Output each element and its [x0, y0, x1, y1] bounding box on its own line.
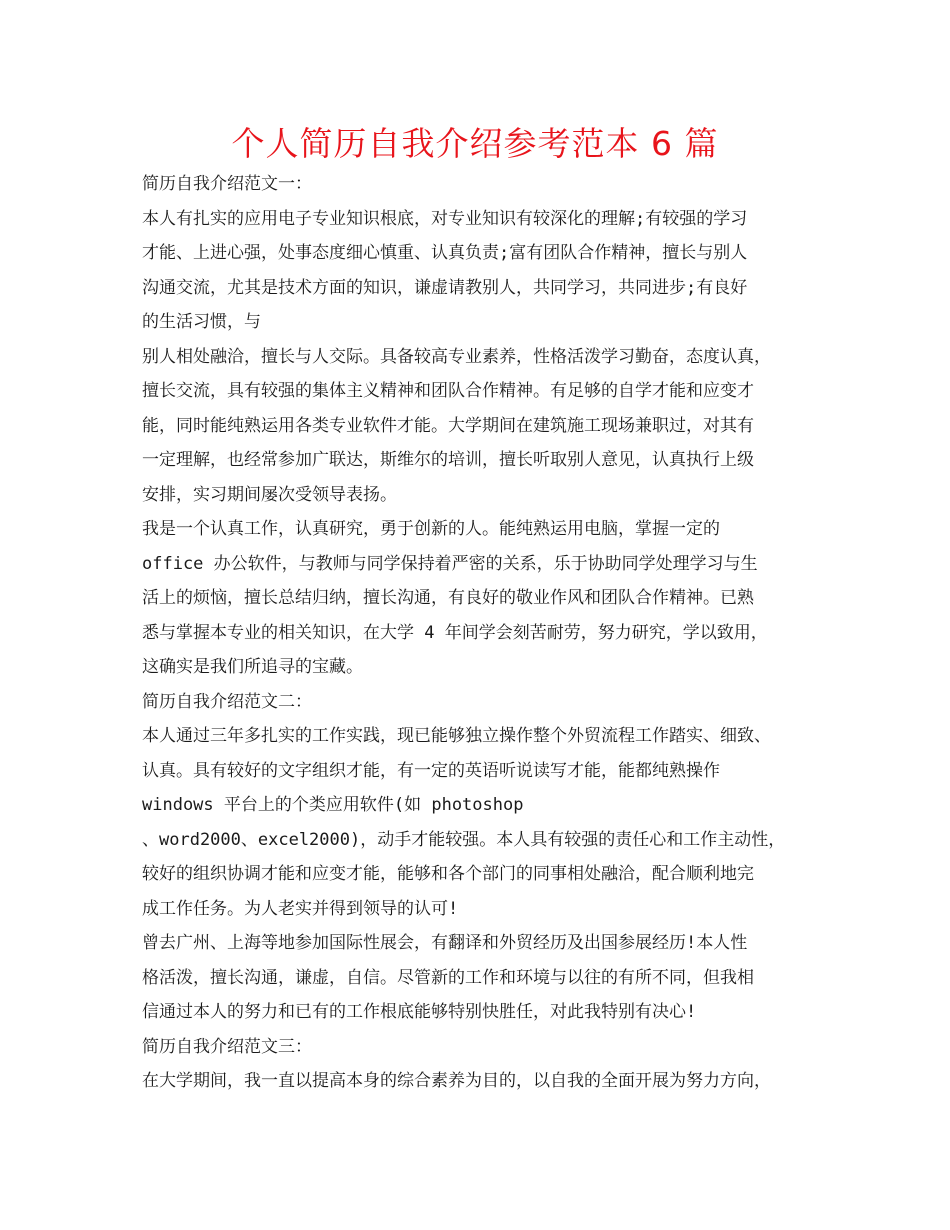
text-line: 一定理解，也经常参加广联达，斯维尔的培训，擅长听取别人意见，认真执行上级: [142, 450, 754, 470]
text-line: 较好的组织协调才能和应变才能，能够和各个部门的同事相处融洽，配合顺利地完: [142, 864, 754, 884]
text-line: 活上的烦恼，擅长总结归纳，擅长沟通，有良好的敬业作风和团队合作精神。已熟: [142, 588, 754, 608]
text-line: 信通过本人的努力和已有的工作根底能够特别快胜任，对此我特别有决心!: [142, 1002, 697, 1022]
text-line: 成工作任务。为人老实并得到领导的认可!: [142, 898, 459, 919]
text-line: 我是一个认真工作，认真研究，勇于创新的人。能纯熟运用电脑，掌握一定的: [142, 519, 720, 539]
text-line: 这确实是我们所追寻的宝藏。: [142, 657, 363, 677]
text-line: 本人通过三年多扎实的工作实践，现已能够独立操作整个外贸流程工作踏实、细致、: [142, 726, 771, 746]
text-line: 简历自我介绍范文二：: [142, 691, 312, 712]
document-body: [142, 167, 832, 1099]
text-line: 曾去广州、上海等地参加国际性展会，有翻译和外贸经历及出国参展经历!本人性: [142, 933, 748, 953]
text-line: 能，同时能纯熟运用各类专业软件才能。大学期间在建筑施工现场兼职过，对其有: [142, 415, 754, 436]
document-title: 个人简历自我介绍参考范本 6 篇: [231, 124, 719, 163]
text-line: 简历自我介绍范文一：: [142, 174, 312, 194]
text-line: 简历自我介绍范文三：: [142, 1036, 312, 1057]
text-line: 才能、上进心强，处事态度细心慎重、认真负责;富有团队合作精神，擅长与别人: [142, 243, 748, 263]
text-line: 本人有扎实的应用电子专业知识根底，对专业知识有较深化的理解;有较强的学习: [142, 208, 748, 229]
text-line: 安排，实习期间屡次受领导表扬。: [142, 484, 397, 505]
text-line: 格活泼，擅长沟通，谦虚，自信。尽管新的工作和环境与以往的有所不同，但我相: [142, 967, 754, 988]
text-line: 认真。具有较好的文字组织才能，有一定的英语听说读写才能，能都纯熟操作: [142, 760, 720, 781]
text-line: 悉与掌握本专业的相关知识，在大学 4 年间学会刻苦耐劳，努力研究，学以致用，: [142, 622, 768, 643]
text-line: 、word2000、excel2000)，动手才能较强。本人具有较强的责任心和工作主动性，: [142, 829, 786, 850]
text-line: office 办公软件，与教师与同学保持着严密的关系，乐于协助同学处理学习与生: [142, 553, 758, 574]
text-line: 别人相处融洽，擅长与人交际。具备较高专业素养，性格活泼学习勤奋，态度认真，: [142, 346, 771, 367]
text-line: 擅长交流，具有较强的集体主义精神和团队合作精神。有足够的自学才能和应变才: [142, 381, 754, 401]
text-line: 沟通交流，尤其是技术方面的知识，谦虚请教别人，共同学习，共同进步;有良好: [142, 277, 748, 298]
text-line: 的生活习惯，与: [142, 312, 261, 332]
text-line: 在大学期间，我一直以提高本身的综合素养为目的，以自我的全面开展为努力方向，: [142, 1071, 771, 1091]
text-line: windows 平台上的个类应用软件(如 photoshop: [142, 795, 524, 815]
